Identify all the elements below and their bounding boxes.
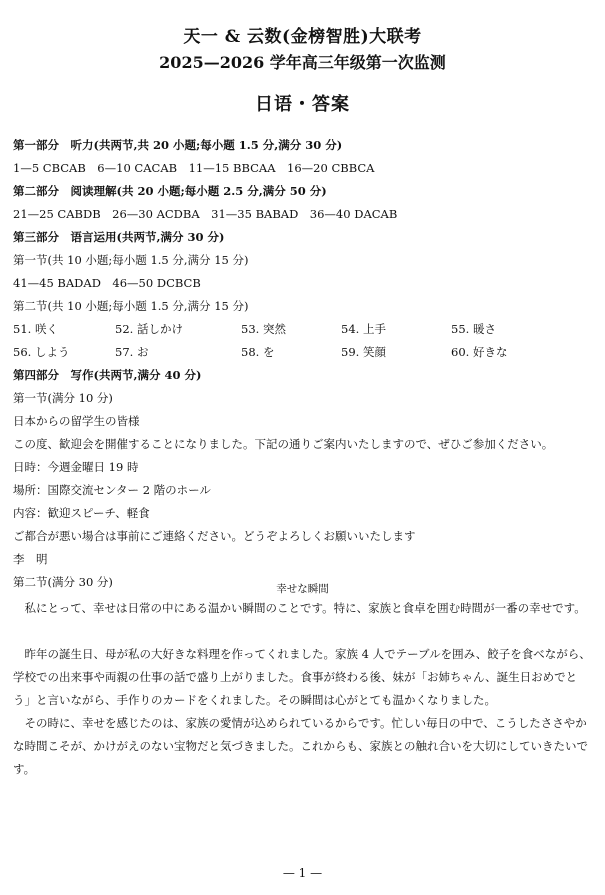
answer-row-56-60 <box>13 344 593 360</box>
notice-greeting: 日本からの留学生の皆様 <box>13 414 140 428</box>
page-number: — 1 — <box>282 866 323 880</box>
essay-paragraph-3: その時に、幸せを感じたのは、家族の愛情が込められているからです。忙しい毎日の中で、こうしたささやかな時間こそが、かけがえのない宝物だと気づきました。これからも、家族との触れ合いを大切にしていきたいです。 <box>13 716 588 776</box>
part3-section1-answers: 41—45 BADAD 46—50 DCBCB <box>13 276 201 290</box>
notice-datetime: 日時：今週金曜日 19 時 <box>13 460 139 474</box>
answer-57: 57. お <box>115 345 149 359</box>
part3-section2-title: 第二节(共 10 小题;每小题 1.5 分,满分 15 分) <box>13 299 249 313</box>
part4-section1-title: 第一节(满分 10 分) <box>13 391 113 405</box>
answer-59: 59. 笑顔 <box>341 345 386 359</box>
part2-title: 第二部分 阅读理解(共 20 小题;每小题 2.5 分,满分 50 分) <box>13 184 327 198</box>
answer-53: 53. 突然 <box>241 322 286 336</box>
notice-body: この度、歓迎会を開催することになりました。下記の通りご案内いたしますので、ぜひご参加ください。 <box>13 437 554 451</box>
essay-title: 幸せな瞬間 <box>276 583 329 595</box>
part2-answers: 21—25 CABDB 26—30 ACDBA 31—35 BABAD 36—40 DACAB <box>13 207 398 221</box>
subject-title: 日语・答案 <box>255 94 350 115</box>
answer-58: 58. を <box>241 345 275 359</box>
essay-paragraph-2: 昨年の誕生日、母が私の大好きな料理を作ってくれました。家族 4 人でテーブルを囲み、餃子を食べながら、学校での出来事や両親の仕事の話で盛り上がりました。食事が終わる後、妹が「お姉ちゃん、誕生日おめでとう」と言いながら、手作りのカードをくれました。その瞬間は心がとても温かくなりました。 <box>13 647 591 707</box>
essay-paragraph-1: 私にとって、幸せは日常の中にある温かい瞬間のことです。特に、家族と食卓を囲む時間が一番の幸せです。 <box>24 601 586 615</box>
answer-54: 54. 上手 <box>341 322 386 336</box>
part1-title: 第一部分 听力(共两节,共 20 小题;每小题 1.5 分,满分 30 分) <box>13 138 343 152</box>
part4-title: 第四部分 写作(共两节,满分 40 分) <box>13 368 202 382</box>
notice-signature: 李 明 <box>13 552 48 566</box>
notice-content: 内容：歓迎スピーチ、軽食 <box>13 506 150 520</box>
part3-section1-title: 第一节(共 10 小题;每小题 1.5 分,满分 15 分) <box>13 253 249 267</box>
answer-56: 56. しよう <box>13 345 70 359</box>
answer-row-51-55 <box>13 321 593 337</box>
part4-section2-title: 第二节(满分 30 分) <box>13 575 113 589</box>
part1-answers: 1—5 CBCAB 6—10 CACAB 11—15 BBCAA 16—20 CBBCA <box>13 161 375 175</box>
notice-closing: ご都合が悪い場合は事前にご連絡ください。どうぞよろしくお願いいたします <box>13 529 416 543</box>
exam-title: 天一 & 云数(金榜智胜)大联考 <box>183 27 422 47</box>
answer-52: 52. 話しかけ <box>115 322 183 336</box>
answer-51: 51. 咲く <box>13 322 58 336</box>
part3-title: 第三部分 语言运用(共两节,满分 30 分) <box>13 230 225 244</box>
notice-location: 場所：国際交流センター 2 階のホール <box>13 483 211 497</box>
answer-60: 60. 好きな <box>451 345 508 359</box>
exam-subtitle: 2025—2026 学年高三年级第一次监测 <box>159 53 446 72</box>
answer-55: 55. 暖さ <box>451 322 496 336</box>
